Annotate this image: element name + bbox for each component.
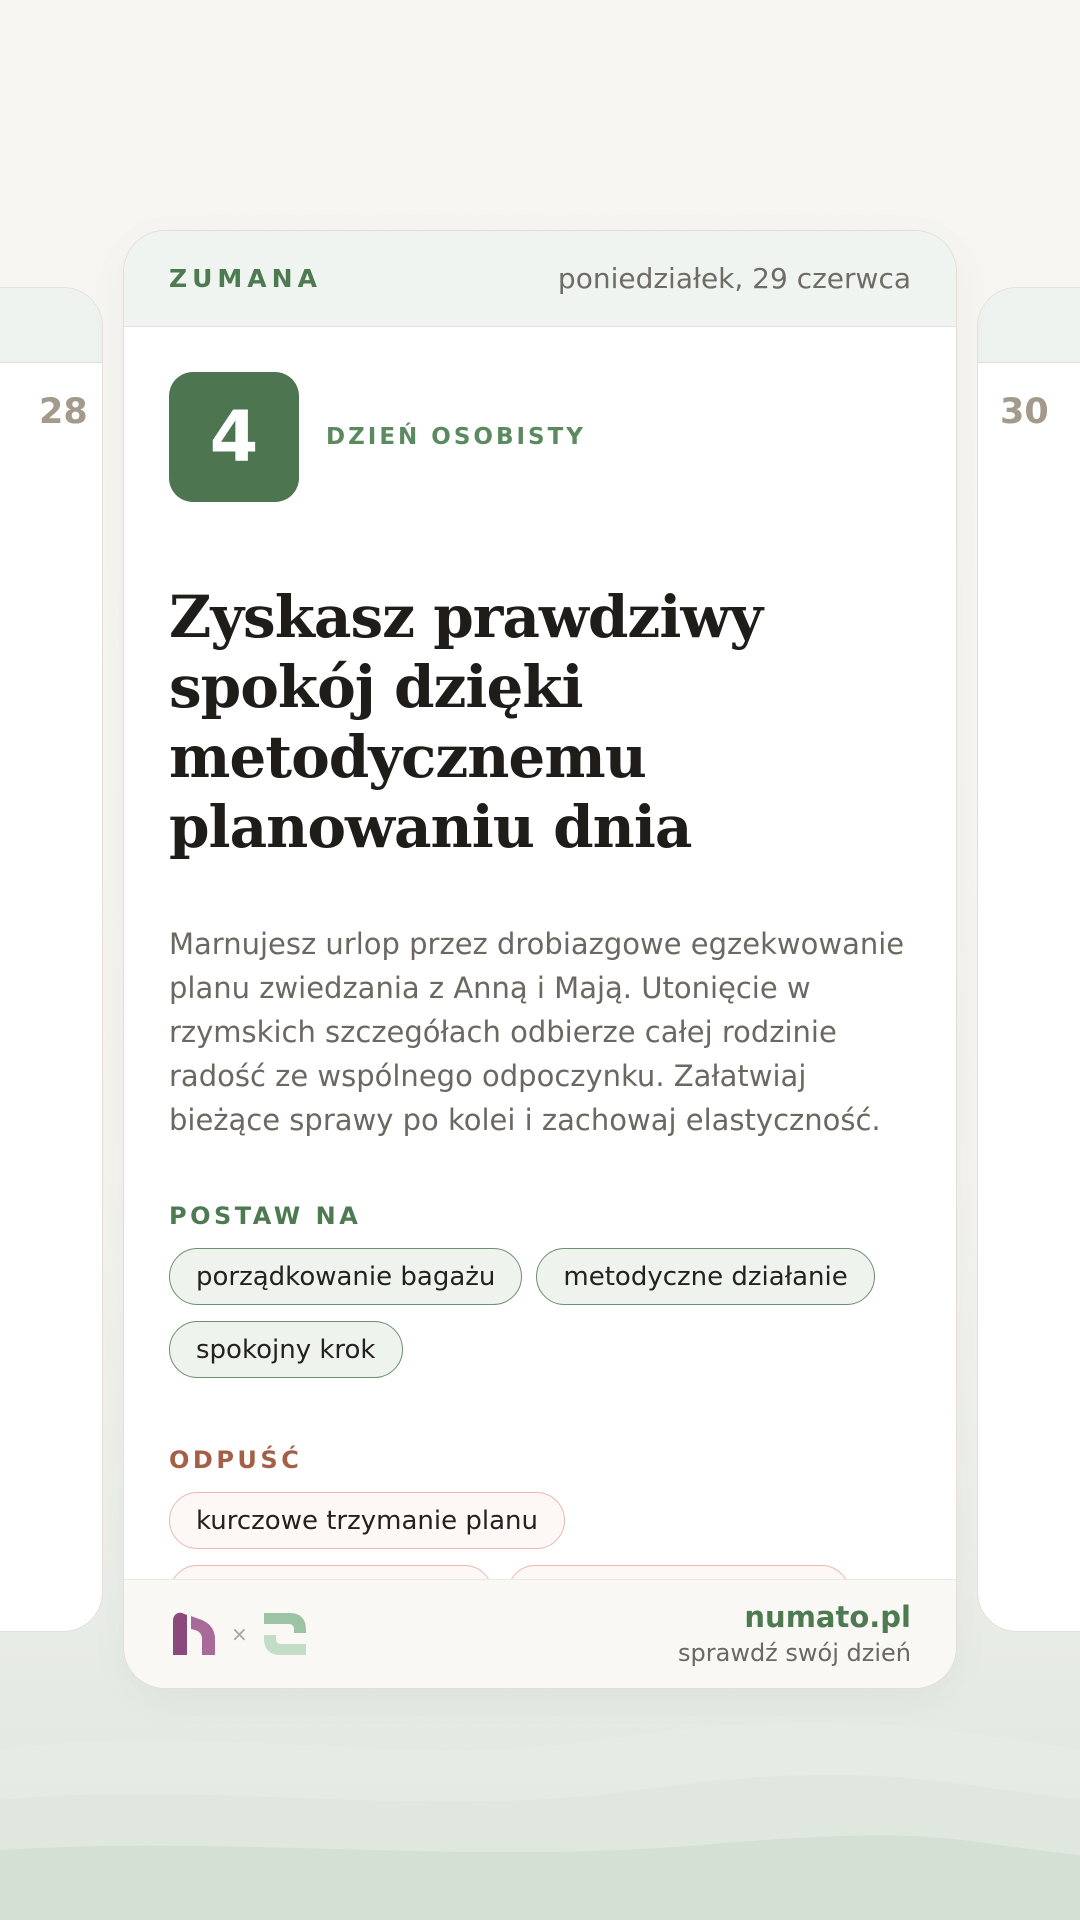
numato-logo-icon — [169, 1609, 219, 1659]
headline: Zyskasz prawdziwy spokój dzięki metodycznemu planowaniu dnia — [169, 583, 763, 861]
day-type-label: DZIEŃ OSOBISTY — [326, 424, 586, 450]
focus-chip: spokojny krok — [169, 1321, 403, 1378]
card-header — [124, 231, 956, 327]
footer-site-info — [678, 1599, 911, 1669]
previous-day-number: 28 — [39, 392, 88, 432]
partner-logos — [169, 1609, 310, 1659]
release-section-title: ODPUŚĆ — [169, 1446, 303, 1474]
next-day-number: 30 — [1000, 392, 1049, 432]
footer-tagline: sprawdź swój dzień — [678, 1639, 911, 1667]
focus-chip: porządkowanie bagażu — [169, 1248, 522, 1305]
previous-day-card[interactable] — [0, 287, 103, 1632]
card-date: poniedziałek, 29 czerwca — [557, 262, 911, 295]
day-number-row — [169, 372, 911, 502]
focus-section-title: POSTAW NA — [169, 1202, 362, 1230]
zumana-logo-icon — [260, 1609, 310, 1659]
next-day-card[interactable] — [977, 287, 1080, 1632]
brand-name: ZUMANA — [169, 264, 322, 293]
focus-chip: metodyczne działanie — [536, 1248, 874, 1305]
description: Marnujesz urlop przez drobiazgowe egzekwowanie planu zwiedzania z Anną i Mają. Utonięcie w rzymskich szczegółach odbierze całej rodzinie radość ze wspólnego odpoczynku. Załatwiaj bieżące sprawy po kolei i zachowaj elastyczność. — [169, 927, 905, 1137]
site-link[interactable]: numato.pl — [744, 1600, 911, 1634]
card-footer — [124, 1579, 956, 1688]
previous-day-card-header — [0, 288, 102, 363]
next-day-card-header — [978, 288, 1080, 363]
release-chip: kurczowe trzymanie planu — [169, 1492, 565, 1549]
focus-chips — [169, 1248, 913, 1394]
card-body — [124, 327, 956, 1638]
times-sign: × — [231, 1622, 248, 1646]
day-number-badge: 4 — [169, 372, 299, 502]
day-card — [123, 230, 957, 1689]
